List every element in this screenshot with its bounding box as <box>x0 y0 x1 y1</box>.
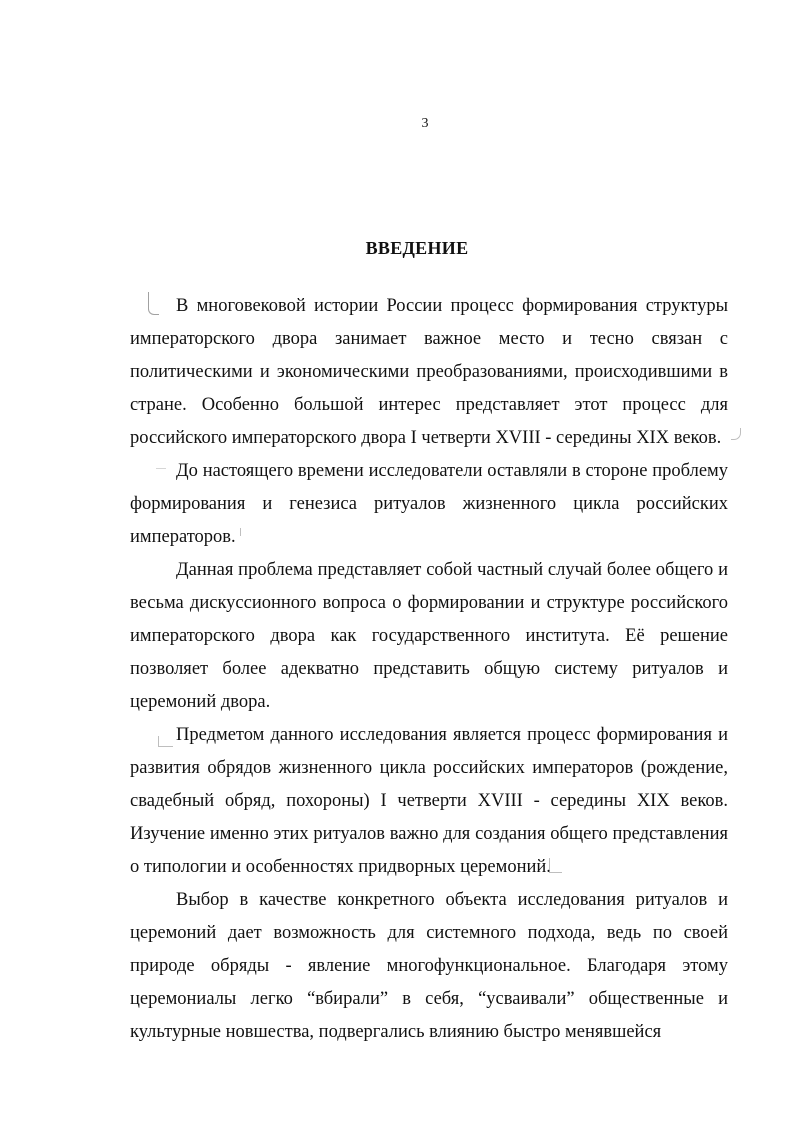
pencil-corner-mark <box>158 736 173 747</box>
pencil-tick-mark <box>731 428 741 440</box>
pencil-bracket-mark <box>148 292 159 315</box>
paragraph-1: В многовековой истории России процесс формирования структуры императорского двора занимает важное место и тесно связан с политическими и экономическими преобразованиями, происходившими в стране. Особенно большой интерес представляет этот процесс для российского императорского двора I четверти XVIII - середины XIX веков. <box>130 296 728 448</box>
paragraph-3: Данная проблема представляет собой частный случай более общего и весьма дискуссионного вопроса о формировании и структуре российского императорского двора как государственного института. Её решение позволяет более адекватно представить общую систему ритуалов и церемоний двора. <box>130 560 728 712</box>
page-number: 3 <box>421 116 429 131</box>
paragraph-4: Предметом данного исследования является процесс формирования и развития обрядов жизненного цикла российских императоров (рождение, свадебный обряд, похороны) I четверти XVIII - середины XIX веков. Изучение именно этих ритуалов важно для создания общего представления о типологии и особенностях придворных церемоний. <box>130 725 728 877</box>
body-text <box>130 290 728 1049</box>
paragraph-2: До настоящего времени исследователи оставляли в стороне проблему формирования и генезиса ритуалов жизненного цикла российских императоров. <box>130 461 728 547</box>
pencil-stroke-mark <box>240 528 245 536</box>
pencil-smudge-mark <box>156 462 166 469</box>
pencil-corner-mark <box>549 858 562 873</box>
paragraph-5: Выбор в качестве конкретного объекта исследования ритуалов и церемоний дает возможность для системного подхода, ведь по своей природе обряды - явление многофункциональное. Благодаря этому церемониалы легко “вбирали” в себя, “усваивали” общественные и культурные новшества, подвергались влиянию быстро менявшейся <box>130 890 728 1042</box>
section-heading: ВВЕДЕНИЕ <box>365 238 469 258</box>
